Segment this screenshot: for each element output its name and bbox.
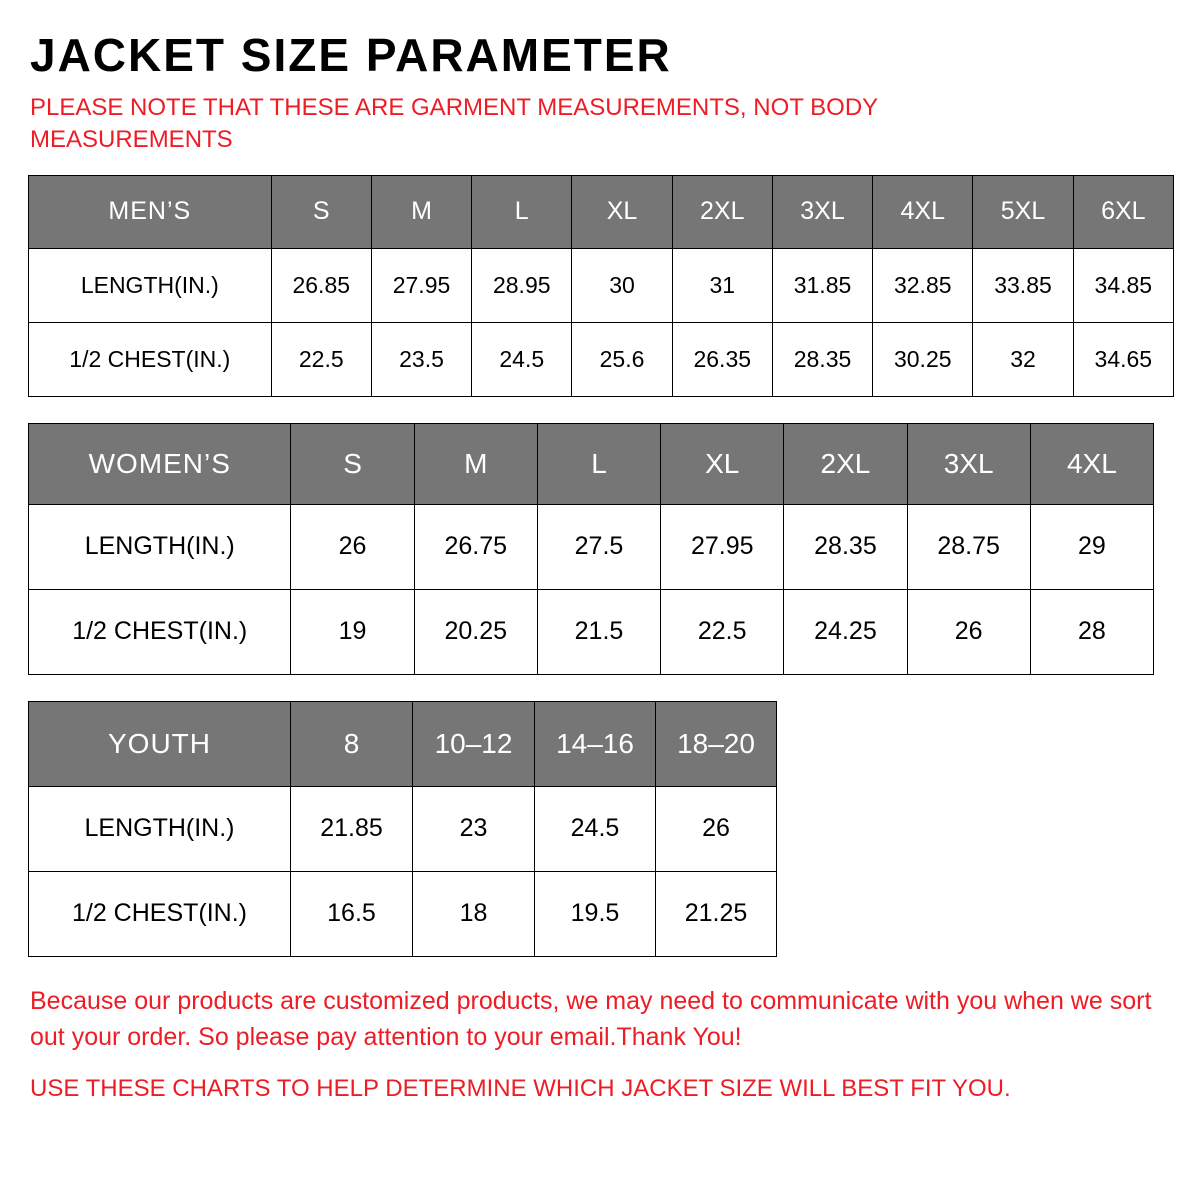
customization-note: Because our products are customized products, we may need to communicate with you when we sort out your order. So please pay attention to your email.Thank You! xyxy=(30,986,1152,1052)
row-label: 1/2 CHEST(IN.) xyxy=(29,871,291,956)
mens-size-table xyxy=(28,175,1174,397)
table-cell: 25.6 xyxy=(572,322,672,396)
table-cell: 28 xyxy=(1030,589,1153,674)
size-header-cell: L xyxy=(537,423,660,504)
table-cell: 28.35 xyxy=(784,504,907,589)
table-cell: 18 xyxy=(413,871,535,956)
table-header-row xyxy=(29,701,777,786)
measurement-note: PLEASE NOTE THAT THESE ARE GARMENT MEASUREMENTS, NOT BODY MEASUREMENTS xyxy=(30,94,878,154)
row-label: LENGTH(IN.) xyxy=(29,504,291,589)
table-cell: 21.5 xyxy=(537,589,660,674)
size-header-cell: 6XL xyxy=(1073,175,1173,248)
table-cell: 33.85 xyxy=(973,248,1073,322)
size-header-cell: M xyxy=(414,423,537,504)
row-label: 1/2 CHEST(IN.) xyxy=(29,589,291,674)
table-cell: 21.85 xyxy=(291,786,413,871)
table-cell: 22.5 xyxy=(271,322,371,396)
page-title: JACKET SIZE PARAMETER xyxy=(30,29,672,81)
table-row xyxy=(29,322,1174,396)
table-cell: 31 xyxy=(672,248,772,322)
size-header-cell: 14–16 xyxy=(535,701,656,786)
table-row xyxy=(29,504,1154,589)
size-header-cell: 18–20 xyxy=(656,701,777,786)
womens-size-table xyxy=(28,423,1154,675)
table-cell: 26 xyxy=(907,589,1030,674)
table-cell: 24.5 xyxy=(472,322,572,396)
table-header-row xyxy=(29,175,1174,248)
table-cell: 32.85 xyxy=(873,248,973,322)
table-cell: 22.5 xyxy=(661,589,784,674)
table-cell: 26.35 xyxy=(672,322,772,396)
size-header-cell: 5XL xyxy=(973,175,1073,248)
usage-note: USE THESE CHARTS TO HELP DETERMINE WHICH JACKET SIZE WILL BEST FIT YOU. xyxy=(30,1075,1011,1103)
table-cell: 19 xyxy=(291,589,414,674)
table-cell: 28.75 xyxy=(907,504,1030,589)
size-header-cell: XL xyxy=(661,423,784,504)
table-cell: 34.65 xyxy=(1073,322,1173,396)
size-header-cell: S xyxy=(271,175,371,248)
table-row xyxy=(29,589,1154,674)
size-header-cell: M xyxy=(371,175,471,248)
size-header-cell: L xyxy=(472,175,572,248)
row-label: 1/2 CHEST(IN.) xyxy=(29,322,272,396)
table-cell: 23.5 xyxy=(371,322,471,396)
size-header-cell: 8 xyxy=(291,701,413,786)
table-title-cell: MEN’S xyxy=(29,175,272,248)
size-header-cell: 10–12 xyxy=(413,701,535,786)
size-header-cell: 3XL xyxy=(907,423,1030,504)
table-cell: 19.5 xyxy=(535,871,656,956)
size-header-cell: S xyxy=(291,423,414,504)
size-header-cell: 2XL xyxy=(784,423,907,504)
table-cell: 23 xyxy=(413,786,535,871)
table-cell: 27.95 xyxy=(371,248,471,322)
size-header-cell: XL xyxy=(572,175,672,248)
table-cell: 32 xyxy=(973,322,1073,396)
table-cell: 20.25 xyxy=(414,589,537,674)
table-row xyxy=(29,248,1174,322)
size-header-cell: 3XL xyxy=(772,175,872,248)
size-header-cell: 4XL xyxy=(1030,423,1153,504)
table-cell: 24.5 xyxy=(535,786,656,871)
table-cell: 29 xyxy=(1030,504,1153,589)
table-title-cell: WOMEN’S xyxy=(29,423,291,504)
row-label: LENGTH(IN.) xyxy=(29,786,291,871)
table-cell: 26.85 xyxy=(271,248,371,322)
table-row xyxy=(29,786,777,871)
table-row xyxy=(29,871,777,956)
table-cell: 26.75 xyxy=(414,504,537,589)
size-header-cell: 2XL xyxy=(672,175,772,248)
table-cell: 27.5 xyxy=(537,504,660,589)
table-cell: 34.85 xyxy=(1073,248,1173,322)
table-cell: 16.5 xyxy=(291,871,413,956)
row-label: LENGTH(IN.) xyxy=(29,248,272,322)
table-cell: 26 xyxy=(656,786,777,871)
table-header-row xyxy=(29,423,1154,504)
table-cell: 28.35 xyxy=(772,322,872,396)
youth-size-table xyxy=(28,701,777,957)
table-cell: 27.95 xyxy=(661,504,784,589)
table-cell: 24.25 xyxy=(784,589,907,674)
table-cell: 30 xyxy=(572,248,672,322)
table-cell: 28.95 xyxy=(472,248,572,322)
table-cell: 21.25 xyxy=(656,871,777,956)
table-cell: 31.85 xyxy=(772,248,872,322)
size-header-cell: 4XL xyxy=(873,175,973,248)
table-title-cell: YOUTH xyxy=(29,701,291,786)
table-cell: 26 xyxy=(291,504,414,589)
table-cell: 30.25 xyxy=(873,322,973,396)
